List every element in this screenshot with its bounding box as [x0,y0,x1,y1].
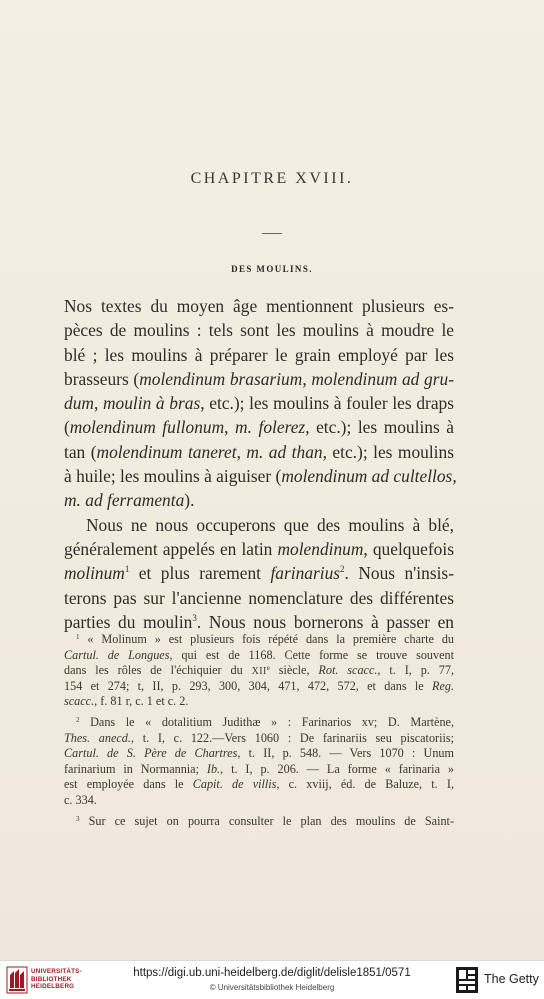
footnote-ref[interactable]: 2 [340,564,345,575]
body-line: blé ; les moulins à préparer le grain employé par les [64,344,454,365]
body-line: parties du moulin$^3$. Nous nous bornerons à passer en [64,611,454,632]
body-line: molinum$^1$ et plus rarement farinarius$^2$. Nous n'insis- [64,563,454,584]
body-line: (molendinum fullonum, m. folerez, etc.); les moulins à [64,417,454,438]
footnotes [64,632,454,829]
title-divider [262,233,282,234]
section-title: DES MOULINS. [231,264,313,274]
copyright-notice: © Universitätsbibliothek Heidelberg [209,983,335,992]
body-line: dum, moulin à bras, etc.); les moulins à fouler les draps [64,393,454,414]
body-line: généralement appelés en latin molendinum, quelquefois [64,538,454,559]
partner-name: The Getty [484,972,539,986]
footnote-ref[interactable]: 3 [192,612,197,623]
footnote-marker: 2 [76,715,80,724]
body-line: à huile; les moulins à aiguiser (molendinum ad cultellos, [64,466,457,487]
footnote-line: $^1$ « Molinum » est plusieurs fois répété dans la première charte du [76,632,455,646]
footnote-line: scacc., f. 81 r, c. 1 et c. 2. [64,694,189,709]
footnote-ref[interactable]: 1 [124,564,130,575]
chapter-title: CHAPITRE XVIII. [190,170,354,187]
body-line: Nos textes du moyen âge mentionnent plusieurs es- [64,296,454,316]
body-line: pèces de moulins : tels sont les moulins à moudre le [64,320,454,341]
footnote-line: 154 et 274; t, II, p. 293, 300, 304, 471, 472, 572, et dans le Reg. [64,678,454,693]
footnote-line: $^3$ Sur ce sujet on pourra consulter le plan des moulins de Saint- [76,813,455,828]
footnote-line: Cartul. de S. Père de Chartres, t. II, p. 548. — Vers 1070 : Unum [64,746,454,761]
getty-logo-icon[interactable] [456,967,478,993]
body-line: Nous ne nous occuperons que des moulins à blé, [86,514,454,535]
footnote-marker: 3 [76,814,80,823]
footnote-marker: 1 [76,633,80,641]
library-name: UNIVERSITÄTS- BIBLIOTHEK HEIDELBERG [31,968,82,990]
footnote-line: Thes. anecd., t. I, c. 122.—Vers 1060 : De farinariis seu piscatoriis; [64,730,455,745]
footnote-line: $^2$ Dans le « dotalitium Judithæ » : Farinarios xv; D. Martène, [76,714,455,729]
body-line: brasseurs (molendinum brasarium, molendinum ad gru- [64,368,454,389]
footnote-line: c. 334. [64,792,97,807]
body-text [64,294,457,634]
footnote-line: dans les rôles de l'échiquier du XIIe siècle, Rot. scacc., t. I, p. 77, [64,663,454,678]
footnote-line: est employée dans le Capit. de villis, c. xviij, éd. de Baluze, t. I, [64,777,454,792]
footnote-line: Cartul. de Longues, qui est de 1168. Cette forme se trouve souvent [64,647,455,662]
footnote-line: farinarium in Normannia; Ib., t. I, p. 206. — La forme « farinaria » [64,761,454,776]
body-line: m. ad ferramenta). [64,490,195,511]
body-line: terons pas sur l'ancienne nomenclature des différentes [64,587,454,608]
body-line: tan (molendinum taneret, m. ad than, etc.); les moulins [64,441,454,462]
viewer-footer [0,960,544,999]
permalink-url[interactable]: https://digi.ub.uni-heidelberg.de/diglit/delisle1851/0571 [133,967,411,979]
